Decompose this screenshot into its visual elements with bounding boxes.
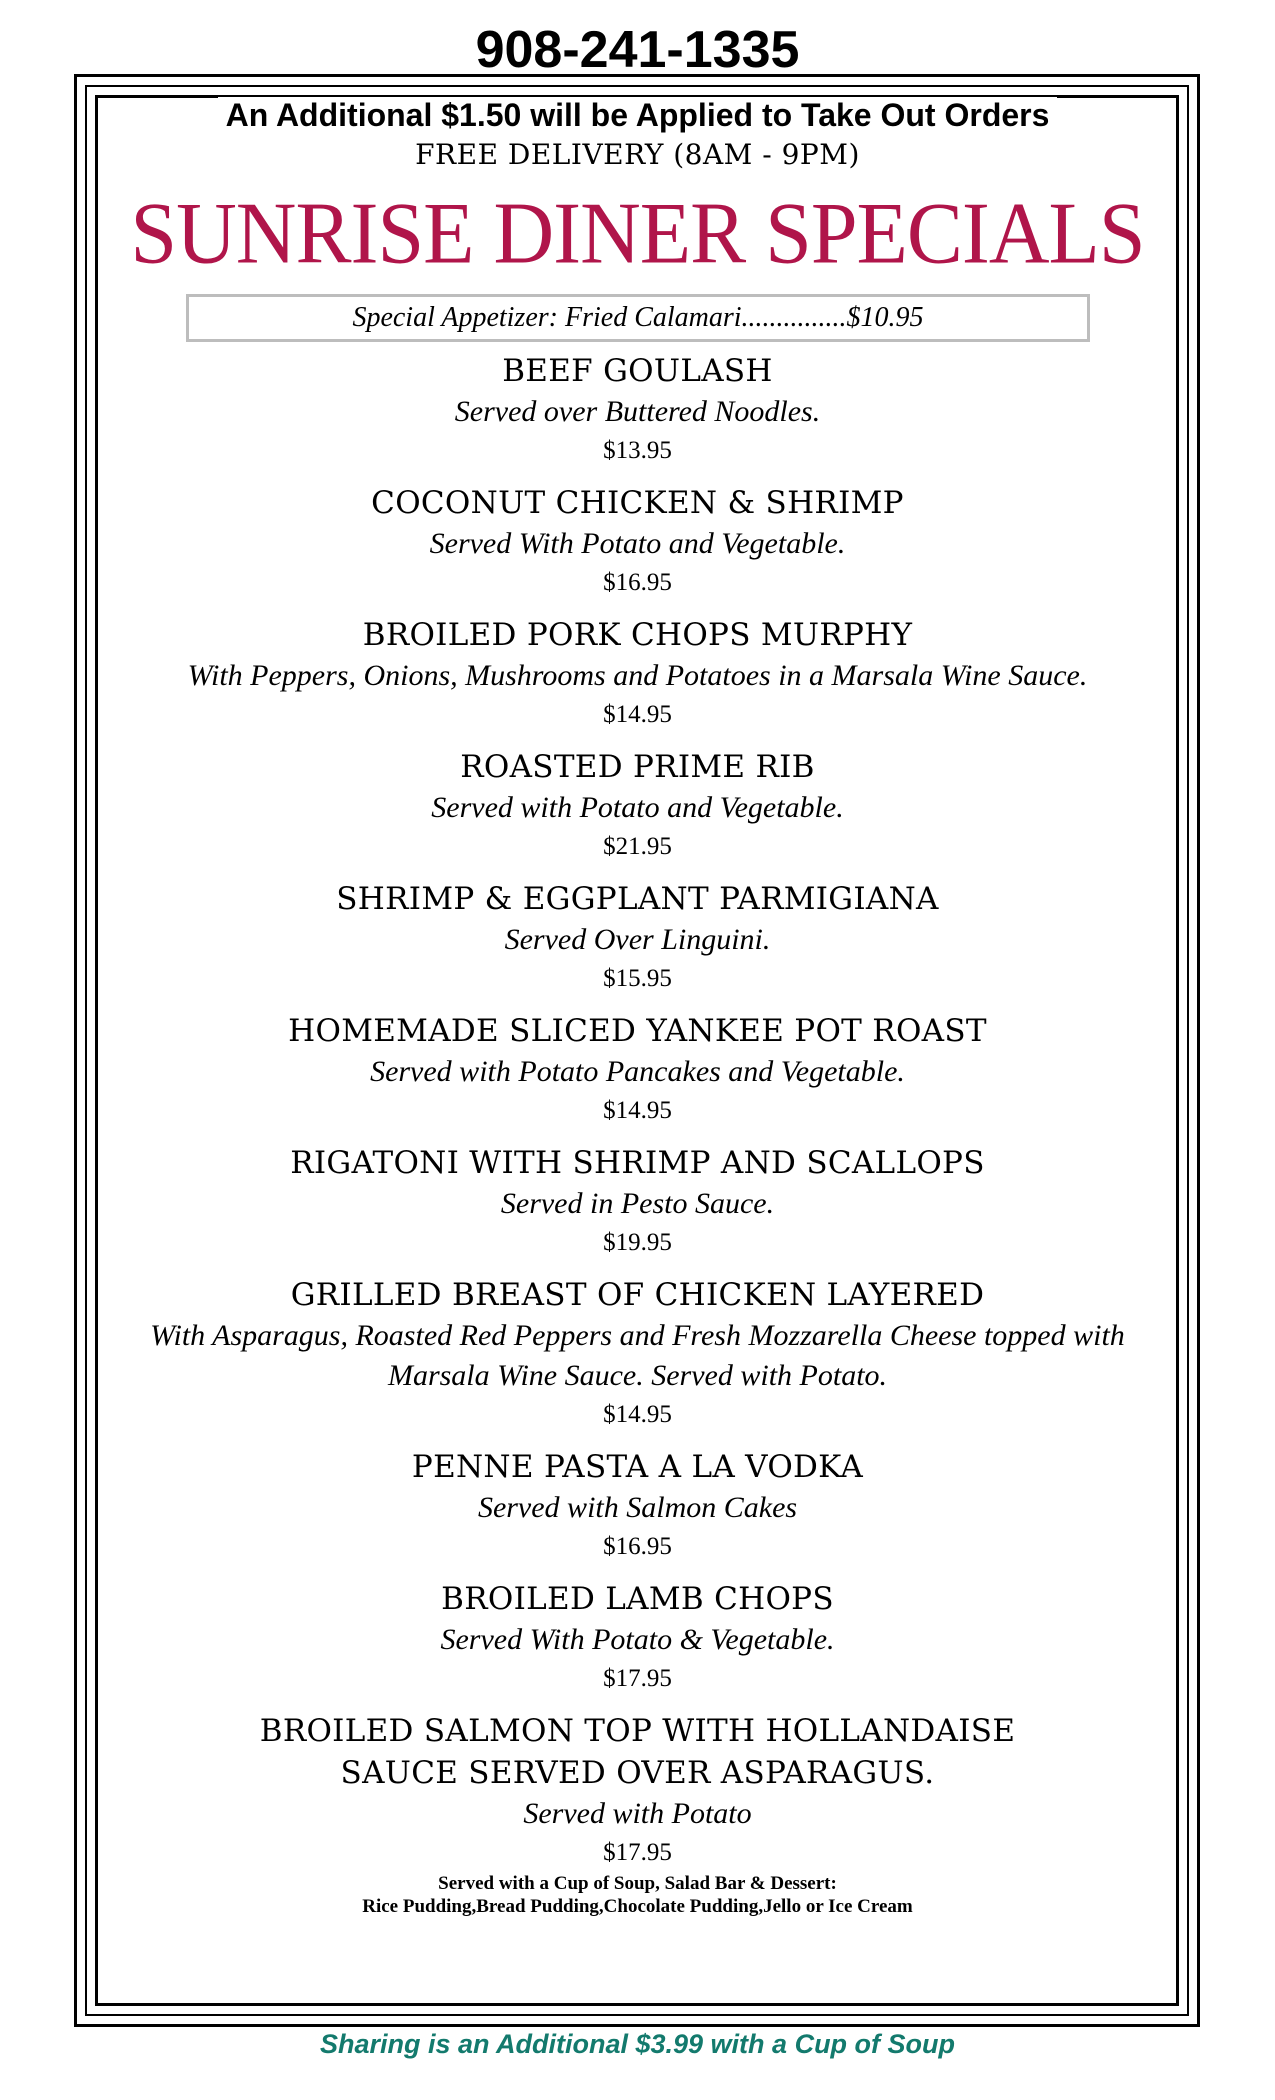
item-name: BEEF GOULASH (502, 353, 773, 389)
item-description: Served over Buttered Noodles. (454, 395, 821, 428)
dessert-options-line: Rice Pudding,Bread Pudding,Chocolate Pudding,Jello or Ice Cream (362, 1896, 913, 1917)
item-price: $19.95 (603, 1229, 672, 1256)
item-description: Served with Potato (523, 1797, 752, 1830)
item-name: COCONUT CHICKEN & SHRIMP (371, 485, 904, 521)
item-price: $21.95 (603, 833, 672, 860)
item-description: Served With Potato and Vegetable. (429, 527, 846, 560)
menu-item (120, 746, 1155, 866)
menu-item (120, 1446, 1155, 1566)
item-description: With Asparagus, Roasted Red Peppers and Fresh Mozzarella Cheese topped with Marsala Wine Sauce. Served with Potato. (150, 1319, 1125, 1392)
menu-item (120, 1274, 1155, 1434)
item-price: $16.95 (603, 569, 672, 596)
specials-list (120, 350, 1155, 1918)
item-name: BROILED SALMON TOP WITH HOLLANDAISE SAUCE SERVED OVER ASPARAGUS. (259, 1713, 1016, 1791)
takeout-notice-text: An Additional $1.50 will be Applied to Take Out Orders (218, 97, 1058, 133)
item-description: Served with Potato and Vegetable. (431, 791, 844, 824)
menu-item (120, 1710, 1155, 1872)
item-description: Served with Potato Pancakes and Vegetable. (370, 1055, 905, 1088)
item-description: Served Over Linguini. (504, 923, 771, 956)
menu-item (120, 1578, 1155, 1698)
page-title: SUNRISE DINER SPECIALS (130, 184, 1145, 283)
menu-item (120, 350, 1155, 470)
menu-item (120, 482, 1155, 602)
served-with-note (120, 1872, 1155, 1918)
item-description: Served with Salmon Cakes (477, 1491, 798, 1524)
item-description: With Peppers, Onions, Mushrooms and Potatoes in a Marsala Wine Sauce. (187, 659, 1088, 692)
item-description: Served in Pesto Sauce. (500, 1187, 775, 1220)
item-name: GRILLED BREAST OF CHICKEN LAYERED (290, 1277, 985, 1313)
item-price: $14.95 (603, 1097, 672, 1124)
item-price: $13.95 (603, 437, 672, 464)
sharing-notice: Sharing is an Additional $3.99 with a Cup of Soup (319, 2029, 956, 2059)
item-price: $15.95 (603, 965, 672, 992)
item-description: Served With Potato & Vegetable. (440, 1623, 835, 1656)
phone-number[interactable]: 908-241-1335 (475, 21, 800, 79)
item-price: $14.95 (603, 701, 672, 728)
takeout-notice (0, 96, 1275, 134)
item-price: $17.95 (603, 1665, 672, 1692)
item-name: BROILED PORK CHOPS MURPHY (362, 617, 913, 653)
item-name: PENNE PASTA A LA VODKA (411, 1449, 864, 1485)
menu-item (120, 614, 1155, 734)
item-price: $16.95 (603, 1533, 672, 1560)
special-appetizer: Special Appetizer: Fried Calamari...............$10.95 (186, 294, 1090, 342)
item-price: $17.95 (603, 1839, 672, 1866)
menu-item (120, 1142, 1155, 1262)
menu-item (120, 878, 1155, 998)
item-name: RIGATONI WITH SHRIMP AND SCALLOPS (290, 1145, 985, 1181)
served-with-line: Served with a Cup of Soup, Salad Bar & Dessert: (438, 1873, 837, 1894)
item-price: $14.95 (603, 1401, 672, 1428)
menu-item (120, 1010, 1155, 1130)
item-name: SHRIMP & EGGPLANT PARMIGIANA (336, 881, 939, 917)
item-name: HOMEMADE SLICED YANKEE POT ROAST (288, 1013, 987, 1049)
item-name: BROILED LAMB CHOPS (441, 1581, 834, 1617)
delivery-notice: FREE DELIVERY (8AM - 9PM) (415, 138, 860, 171)
item-name: ROASTED PRIME RIB (460, 749, 815, 785)
